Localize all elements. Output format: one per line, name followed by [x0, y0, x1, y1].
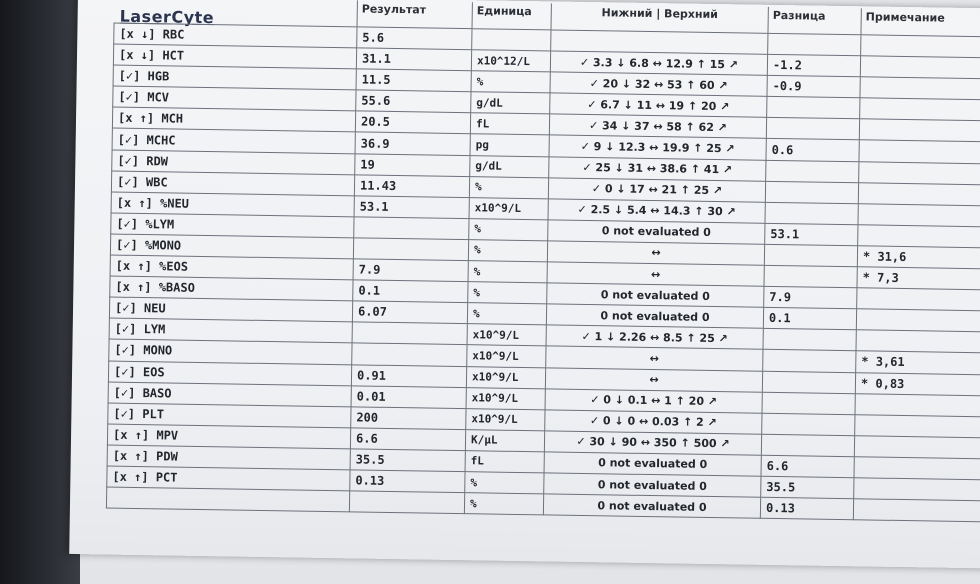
note-cell — [860, 77, 980, 100]
result-value-cell-text: 20.5 — [360, 114, 391, 130]
note-cell — [860, 98, 980, 121]
difference-cell — [768, 33, 861, 56]
unit-cell — [466, 387, 545, 409]
unit-cell-text: x10^9/L — [472, 349, 519, 363]
note-cell — [856, 330, 980, 353]
header-result: Результат — [357, 0, 472, 28]
unit-cell-text: % — [470, 475, 478, 489]
unit-cell-text: % — [473, 243, 481, 257]
background-dark-edge — [0, 0, 80, 584]
reference-range-cell-text: ✓ 20 ↓ 32 ↔ 53 ↑ 60 ↗ — [589, 76, 728, 92]
unit-cell-text: x10^9/L — [472, 328, 520, 342]
unit-cell — [471, 71, 550, 93]
reference-range-cell-text: ✓ 0 ↓ 0 ↔ 0.03 ↑ 2 ↗ — [589, 414, 717, 430]
difference-cell — [765, 181, 858, 204]
reference-range-cell-text: ✓ 1 ↓ 2.26 ↔ 8.5 ↑ 25 ↗ — [581, 329, 728, 346]
unit-cell-text: % — [476, 75, 484, 89]
difference-cell-text: 35.5 — [766, 479, 796, 495]
unit-cell — [471, 92, 550, 114]
difference-cell-text: -0.9 — [772, 79, 802, 94]
result-value-cell — [354, 217, 469, 240]
unit-cell — [468, 240, 547, 262]
test-name-cell-text: [✓] MCHC — [117, 132, 176, 148]
note-cell — [861, 35, 980, 58]
test-name-cell-text: [✓] RDW — [117, 153, 169, 169]
unit-cell-text: x10^9/L — [471, 370, 519, 385]
test-name-cell-text: [x ↓] RBC — [119, 26, 185, 42]
result-value-cell-text: 53.1 — [359, 199, 389, 214]
note-cell — [855, 393, 980, 416]
note-cell-text: * 31,6 — [862, 249, 907, 265]
unit-cell — [465, 472, 544, 494]
result-value-cell — [351, 407, 466, 430]
difference-cell-text: 7.9 — [769, 290, 792, 305]
result-value-cell-text: 0.91 — [356, 367, 387, 383]
unit-cell — [468, 261, 547, 283]
result-value-cell — [352, 322, 467, 345]
unit-cell — [466, 408, 545, 430]
result-value-cell — [355, 111, 470, 134]
reference-range-cell-text: 0 not evaluated 0 — [597, 477, 708, 493]
difference-cell-text: -1.2 — [772, 58, 802, 73]
report-title: LaserCyte — [119, 6, 215, 28]
result-value-cell-text: 11.5 — [361, 72, 391, 88]
unit-cell-text: % — [474, 180, 482, 194]
unit-cell — [464, 493, 543, 515]
difference-cell — [761, 434, 854, 457]
test-name-cell-text: [x ↑] MCH — [117, 111, 184, 127]
difference-cell — [760, 497, 853, 520]
unit-cell-text: % — [472, 307, 480, 321]
result-value-cell-text: 35.5 — [355, 452, 385, 467]
result-value-cell — [357, 27, 472, 50]
test-name-cell — [106, 487, 349, 512]
difference-cell — [766, 139, 859, 162]
note-cell-text: * 3,61 — [861, 354, 905, 370]
unit-cell — [470, 113, 549, 135]
result-value-cell — [351, 385, 466, 408]
unit-cell-text: g/dL — [476, 96, 503, 110]
unit-cell — [465, 451, 544, 473]
reference-range-cell-text: ✓ 34 ↓ 37 ↔ 58 ↑ 62 ↗ — [588, 118, 728, 135]
note-cell — [859, 161, 980, 184]
unit-cell-text: % — [473, 264, 481, 278]
test-name-cell-text: [✓] EOS — [113, 364, 165, 379]
printed-report-paper — [69, 0, 980, 569]
unit-cell-text: x10^9/L — [474, 201, 522, 216]
results-body — [106, 23, 980, 522]
result-value-cell-text: 31.1 — [361, 51, 392, 67]
unit-cell-text: x10^9/L — [471, 412, 518, 427]
reference-range-cell-text: ✓ 25 ↓ 31 ↔ 38.6 ↑ 41 ↗ — [582, 161, 733, 177]
test-name-cell-text: [x ↑] %NEU — [116, 195, 190, 211]
result-value-cell — [352, 343, 467, 366]
difference-cell-text: 6.6 — [766, 458, 789, 474]
reference-range-cell-text: ✓ 0 ↓ 17 ↔ 21 ↑ 25 ↗ — [591, 182, 723, 198]
difference-cell-text: 0.6 — [771, 142, 794, 157]
difference-cell — [764, 244, 857, 267]
result-value-cell-text: 0.13 — [355, 473, 385, 488]
reference-range-cell-text: ↔ — [649, 351, 660, 366]
unit-cell-text: x10^12/L — [476, 53, 531, 68]
difference-cell — [764, 265, 857, 288]
unit-cell-text: K/µL — [470, 433, 498, 447]
reference-range-cell-text: ↔ — [650, 267, 661, 281]
test-name-cell-text: [✓] LYM — [114, 321, 166, 337]
unit-cell-text: pg — [475, 138, 490, 152]
reference-range-cell-text: ✓ 2.5 ↓ 5.4 ↔ 14.3 ↑ 30 ↗ — [577, 203, 736, 219]
note-cell — [854, 457, 980, 480]
test-name-cell-text: [x ↑] %EOS — [115, 258, 189, 274]
reference-range-cell-text: ✓ 3.3 ↓ 6.8 ↔ 12.9 ↑ 15 ↗ — [579, 55, 739, 72]
unit-cell — [470, 134, 549, 156]
note-cell-text: * 7,3 — [862, 270, 899, 286]
test-name-cell-text: [✓] %LYM — [116, 216, 175, 232]
difference-cell — [763, 329, 856, 352]
result-value-cell — [355, 153, 470, 176]
result-value-cell-text: 55.6 — [361, 93, 391, 109]
result-value-cell — [351, 364, 466, 387]
result-value-cell — [356, 48, 471, 71]
unit-cell — [468, 282, 547, 304]
unit-cell — [470, 155, 549, 177]
note-cell — [854, 478, 980, 501]
reference-range-cell-text: 0 not evaluated 0 — [601, 224, 711, 240]
result-value-cell — [356, 90, 471, 113]
note-cell — [856, 351, 980, 374]
result-value-cell-text: 7.9 — [358, 262, 381, 277]
reference-range-cell-text: 0 not evaluated 0 — [597, 498, 707, 514]
result-value-cell-text: 6.6 — [355, 431, 378, 446]
note-cell — [860, 56, 980, 79]
unit-cell-text: fL — [470, 454, 485, 468]
difference-cell — [766, 118, 859, 141]
result-value-cell-text: 5.6 — [362, 30, 385, 45]
test-name-cell-text: [✓] PLT — [113, 406, 165, 422]
reference-range-cell-text: ✓ 30 ↓ 90 ↔ 350 ↑ 500 ↗ — [576, 435, 730, 451]
result-value-cell — [354, 175, 469, 198]
note-cell — [855, 372, 980, 395]
test-name-cell-text: [x ↑] MPV — [112, 427, 179, 443]
difference-cell — [762, 392, 855, 415]
result-value-cell-text: 11.43 — [359, 178, 397, 193]
result-value-cell — [350, 470, 465, 493]
result-value-cell — [356, 69, 471, 92]
difference-cell — [761, 476, 854, 499]
result-value-cell — [354, 196, 469, 219]
result-value-cell — [353, 238, 468, 261]
result-value-cell — [355, 132, 470, 155]
unit-cell-text: % — [469, 496, 477, 510]
note-cell — [853, 499, 980, 522]
note-cell — [858, 225, 980, 248]
test-name-cell-text: [x ↑] %BASO — [115, 279, 195, 296]
result-value-cell — [352, 301, 467, 324]
test-name-cell-text: [✓] WBC — [116, 174, 168, 190]
note-cell — [858, 182, 980, 205]
unit-cell — [466, 366, 545, 388]
test-name-cell-text: [✓] MCV — [118, 89, 170, 105]
difference-cell — [766, 160, 859, 183]
difference-cell — [761, 455, 854, 478]
unit-cell — [469, 219, 548, 241]
unit-cell-text: % — [473, 285, 481, 300]
unit-cell — [467, 324, 546, 346]
note-cell — [854, 436, 980, 459]
difference-cell — [762, 371, 855, 394]
result-value-cell-text: 0.1 — [358, 283, 381, 298]
header-note: Примечание — [861, 8, 980, 37]
unit-cell-text: % — [474, 222, 482, 236]
difference-cell — [764, 286, 857, 309]
reference-range-cell-text: ✓ 6.7 ↓ 11 ↔ 19 ↑ 20 ↗ — [587, 97, 730, 114]
difference-cell — [767, 76, 860, 99]
difference-cell — [763, 350, 856, 373]
results-table — [106, 0, 980, 522]
note-cell — [859, 140, 980, 163]
note-cell — [855, 414, 980, 437]
test-name-cell-text: [x ↑] PCT — [112, 469, 178, 485]
unit-cell — [471, 50, 550, 72]
difference-cell — [767, 54, 860, 77]
reference-range-cell-text: ✓ 9 ↓ 12.3 ↔ 19.9 ↑ 25 ↗ — [580, 139, 735, 156]
result-value-cell-text: 6.07 — [357, 304, 388, 320]
reference-range-cell-text: ✓ 0 ↓ 0.1 ↔ 1 ↑ 20 ↗ — [590, 393, 718, 409]
difference-cell-text: 53.1 — [770, 226, 800, 242]
unit-cell — [467, 303, 546, 325]
reference-range-cell-text: 0 not evaluated 0 — [598, 456, 708, 472]
unit-cell — [467, 345, 546, 367]
test-name-cell-text: [x ↑] PDW — [112, 448, 178, 464]
note-cell-text: * 0,83 — [860, 375, 905, 391]
difference-cell — [765, 223, 858, 246]
unit-cell — [469, 197, 548, 219]
note-cell — [857, 246, 980, 269]
difference-cell — [765, 202, 858, 225]
reference-range-cell-text: ↔ — [651, 246, 661, 260]
unit-cell-text: fL — [475, 117, 490, 131]
result-value-cell-text: 200 — [356, 410, 379, 425]
header-unit: Единица — [472, 2, 551, 30]
unit-cell-text: x10^9/L — [471, 391, 519, 406]
result-value-cell — [349, 491, 464, 514]
difference-cell — [762, 413, 855, 436]
reference-range-cell-text: 0 not evaluated 0 — [600, 287, 710, 303]
test-name-cell-text: [✓] NEU — [114, 300, 166, 316]
note-cell — [856, 309, 980, 332]
note-cell — [857, 288, 980, 311]
unit-cell-text: g/dL — [475, 159, 502, 173]
result-value-cell-text: 19 — [360, 157, 375, 172]
reference-range-cell-text: ↔ — [649, 373, 659, 387]
result-value-cell — [353, 280, 468, 303]
note-cell — [858, 204, 980, 227]
unit-cell — [465, 429, 544, 451]
note-cell — [857, 267, 980, 290]
note-cell — [859, 119, 980, 142]
difference-cell — [767, 97, 860, 120]
header-range: Нижний | Верхний — [551, 3, 768, 33]
reference-range-cell — [543, 494, 760, 518]
test-name-cell-text: [✓] %MONO — [115, 237, 182, 253]
result-value-cell — [350, 449, 465, 472]
test-name-cell-text: [x ↓] HCT — [118, 47, 185, 63]
unit-cell — [469, 176, 548, 198]
result-value-cell — [353, 259, 468, 282]
difference-cell — [763, 308, 856, 331]
result-value-cell-text: 36.9 — [360, 135, 390, 151]
difference-cell-text: 0.13 — [765, 500, 796, 516]
result-value-cell — [350, 428, 465, 451]
difference-cell-text: 0.1 — [768, 311, 791, 326]
test-name-cell-text: [✓] MONO — [114, 343, 173, 358]
test-name-cell-text: [✓] HGB — [118, 68, 170, 84]
result-value-cell-text: 0.01 — [356, 389, 386, 404]
unit-cell — [472, 29, 551, 51]
test-name-cell-text: [✓] BASO — [113, 385, 172, 401]
reference-range-cell-text: 0 not evaluated 0 — [600, 309, 710, 324]
header-difference: Разница — [768, 7, 861, 35]
